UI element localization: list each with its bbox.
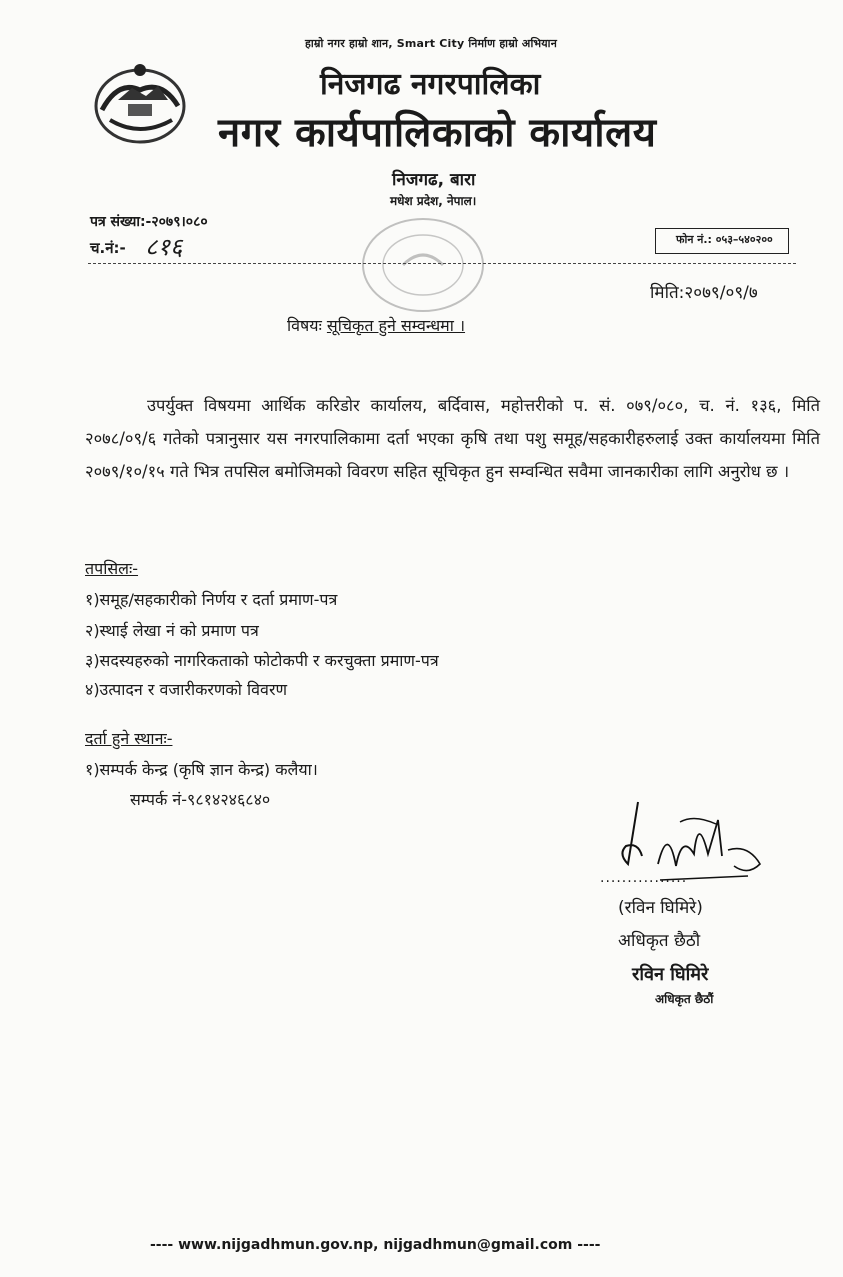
dispatch-label: च.नं:- [90,239,126,257]
subject-line [287,314,465,336]
name-seal: रविन घिमिरे [632,964,709,985]
signature-dots: ................ [600,870,688,886]
office-stamp-icon [355,213,490,318]
details-item: १)समूह/सहकारीको निर्णय र दर्ता प्रमाण-पत्र [85,590,338,609]
letter-body: उपर्युक्त विषयमा आर्थिक करिडोर कार्यालय, बर्दिवास, महोत्तरीको प. सं. ०७९/०८०, च. नं. १३६, मिति २०७८/०९/६ गतेको पत्रानुसार यस नगरपालिकामा दर्ता भएका कृषि तथा पशु समूह/सहकारीहरुलाई उक्त कार्यालयमा मिति २०७९/१०/१५ गते भित्र तपसिल बमोजिमको विवरण सहित सूचिकृत हुन सम्वन्धित सवैमा जानकारीका लागि अनुरोध छ । [85,396,820,481]
details-item: २)स्थाई लेखा नं को प्रमाण पत्र [85,621,259,640]
registration-heading: दर्ता हुने स्थानः- [85,729,173,748]
details-item: ३)सदस्यहरुको नागरिकताको फोटोकपी र करचुक्ता प्रमाण-पत्र [85,651,439,670]
registration-contact: सम्पर्क नं-९८१४२४६८४० [130,790,271,809]
header-divider [88,263,796,264]
letter-number: पत्र संख्या:-२०७९।०८० [90,214,208,230]
subject-text: सूचिकृत हुने सम्वन्धमा । [326,316,466,335]
registration-place: १)सम्पर्क केन्द्र (कृषि ज्ञान केन्द्र) कलैया। [85,760,318,779]
details-item: ४)उत्पादन र वजारीकरणको विवरण [85,680,288,699]
dispatch-number: ८१६ [145,233,183,261]
office-province: मधेश प्रदेश, नेपाल। [390,194,477,208]
post-seal: अधिकृत छैठौं [655,992,714,1006]
signatory-post: अधिकृत छैठौ [618,931,701,951]
slogan: हाम्रो नगर हाम्रो शान, Smart City निर्माण हाम्रो अभियान [305,37,558,50]
footer-contact: ---- www.nijgadhmun.gov.np, nijgadhmun@gmail.com ---- [150,1237,601,1253]
office-name: नगर कार्यपालिकाको कार्यालय [218,110,657,156]
phone-number: फोन नं.: ०५३–५४०२०० [676,233,773,246]
letter-date: मिति:२०७९/०९/७ [650,283,758,303]
subject-label: विषयः [287,316,322,335]
nepal-emblem-icon [88,60,192,148]
details-heading: तपसिलः- [85,559,139,578]
office-place: निजगढ, बारा [392,170,476,190]
municipality-name: निजगढ नगरपालिका [320,67,541,102]
signatory-name: (रविन घिमिरे) [618,898,703,918]
